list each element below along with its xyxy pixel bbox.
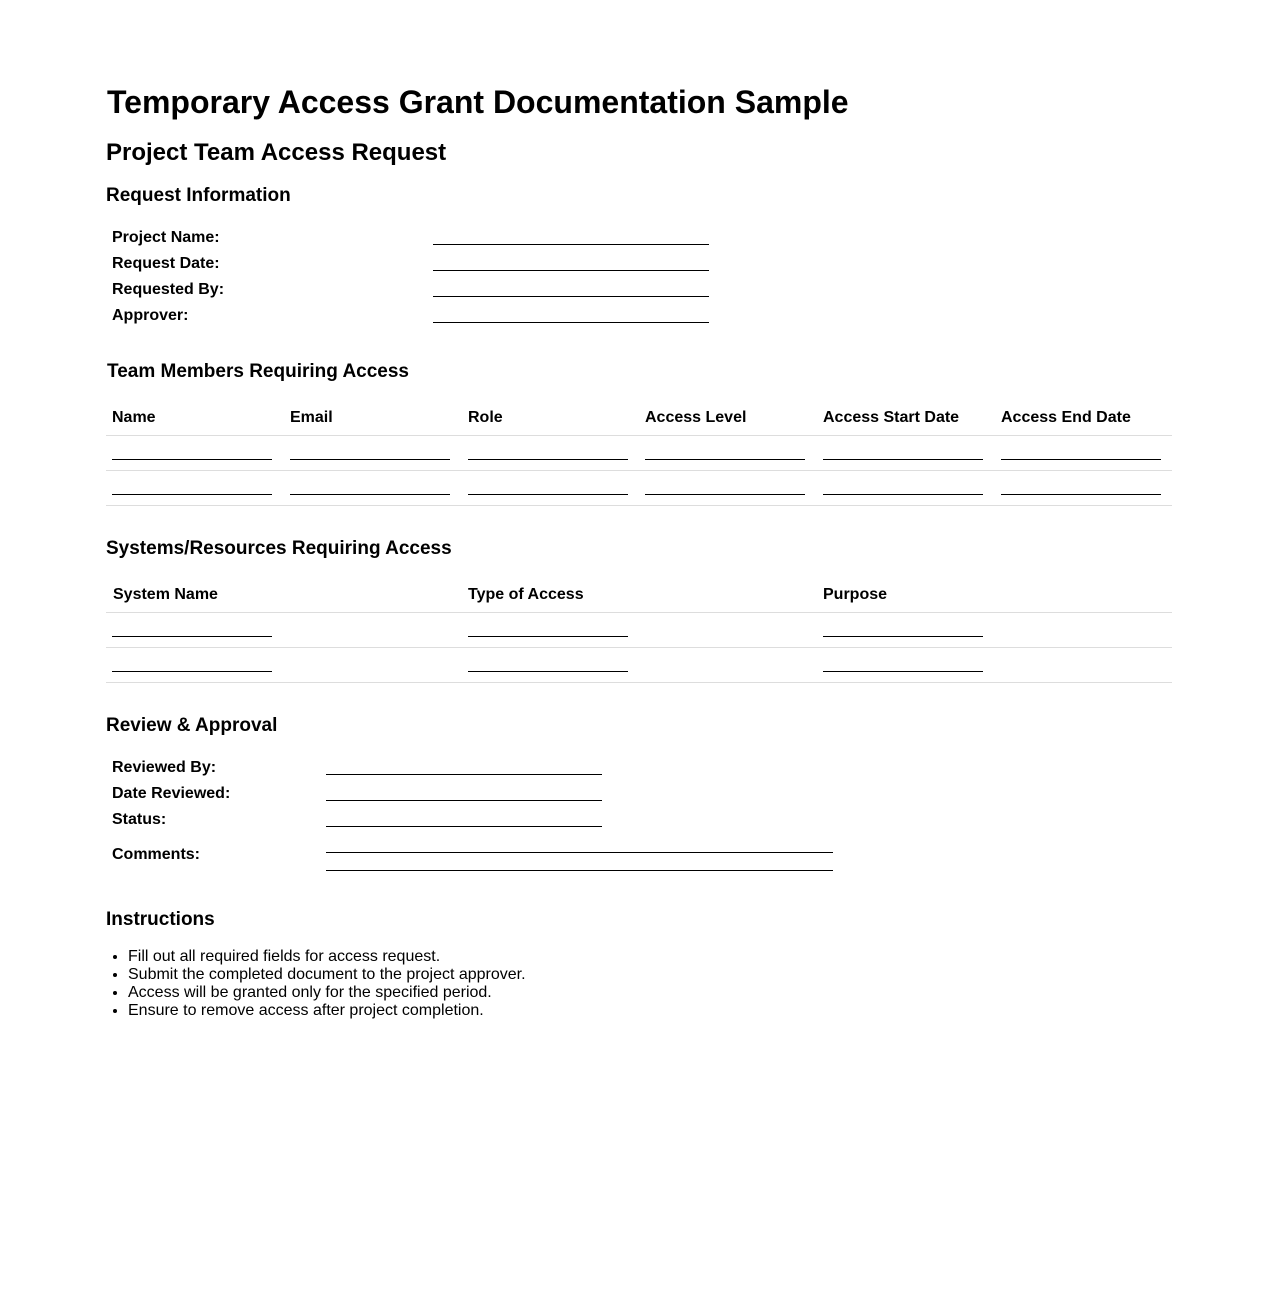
- member-email-field[interactable]: [290, 459, 450, 460]
- member-access-end-date-field[interactable]: [1001, 494, 1161, 495]
- date-reviewed-label: Date Reviewed:: [112, 785, 231, 802]
- system-name-field[interactable]: [112, 636, 272, 637]
- project-name-label: Project Name:: [112, 229, 220, 246]
- column-header-system-name: System Name: [113, 586, 218, 603]
- document-subtitle: Project Team Access Request: [106, 139, 447, 166]
- column-header-type-of-access: Type of Access: [468, 586, 584, 603]
- table-rule: [106, 505, 1172, 506]
- table-rule: [106, 647, 1172, 648]
- document-title: Temporary Access Grant Documentation Sample: [107, 84, 849, 120]
- member-access-start-date-field[interactable]: [823, 459, 983, 460]
- comments-field-line-2[interactable]: [326, 870, 833, 871]
- request-date-label: Request Date:: [112, 255, 220, 272]
- table-rule: [106, 682, 1172, 683]
- request-date-field[interactable]: [433, 270, 709, 271]
- team-members-heading: Team Members Requiring Access: [107, 361, 409, 382]
- member-name-field[interactable]: [112, 459, 272, 460]
- purpose-field[interactable]: [823, 671, 983, 672]
- list-item: • Ensure to remove access after project completion.: [128, 1002, 526, 1020]
- member-email-field[interactable]: [290, 494, 450, 495]
- member-access-level-field[interactable]: [645, 494, 805, 495]
- type-of-access-field[interactable]: [468, 671, 628, 672]
- list-item: • Fill out all required fields for access request.: [128, 948, 526, 966]
- requested-by-field[interactable]: [433, 296, 709, 297]
- approver-label: Approver:: [112, 307, 189, 324]
- requested-by-label: Requested By:: [112, 281, 225, 298]
- column-header-access-start-date: Access Start Date: [823, 409, 960, 426]
- instructions-list: [106, 948, 526, 1020]
- date-reviewed-field[interactable]: [326, 800, 602, 801]
- member-access-start-date-field[interactable]: [823, 494, 983, 495]
- status-field[interactable]: [326, 826, 602, 827]
- member-role-field[interactable]: [468, 494, 628, 495]
- column-header-role: Role: [468, 409, 503, 426]
- comments-field-line-1[interactable]: [326, 852, 833, 853]
- list-item: • Submit the completed document to the project approver.: [128, 966, 526, 984]
- comments-label: Comments:: [112, 846, 201, 863]
- type-of-access-field[interactable]: [468, 636, 628, 637]
- list-item: • Access will be granted only for the specified period.: [128, 984, 526, 1002]
- column-header-access-level: Access Level: [645, 409, 747, 426]
- column-header-email: Email: [290, 409, 333, 426]
- member-access-level-field[interactable]: [645, 459, 805, 460]
- column-header-name: Name: [112, 409, 156, 426]
- member-name-field[interactable]: [112, 494, 272, 495]
- member-role-field[interactable]: [468, 459, 628, 460]
- reviewed-by-label: Reviewed By:: [112, 759, 217, 776]
- table-rule: [106, 470, 1172, 471]
- approver-field[interactable]: [433, 322, 709, 323]
- column-header-access-end-date: Access End Date: [1001, 409, 1131, 426]
- project-name-field[interactable]: [433, 244, 709, 245]
- review-approval-heading: Review & Approval: [106, 715, 278, 736]
- systems-heading: Systems/Resources Requiring Access: [106, 538, 452, 559]
- purpose-field[interactable]: [823, 636, 983, 637]
- table-rule: [106, 612, 1172, 613]
- member-access-end-date-field[interactable]: [1001, 459, 1161, 460]
- system-name-field[interactable]: [112, 671, 272, 672]
- table-rule: [106, 435, 1172, 436]
- status-label: Status:: [112, 811, 167, 828]
- reviewed-by-field[interactable]: [326, 774, 602, 775]
- request-information-heading: Request Information: [106, 185, 291, 206]
- instructions-heading: Instructions: [106, 909, 215, 930]
- column-header-purpose: Purpose: [823, 586, 888, 603]
